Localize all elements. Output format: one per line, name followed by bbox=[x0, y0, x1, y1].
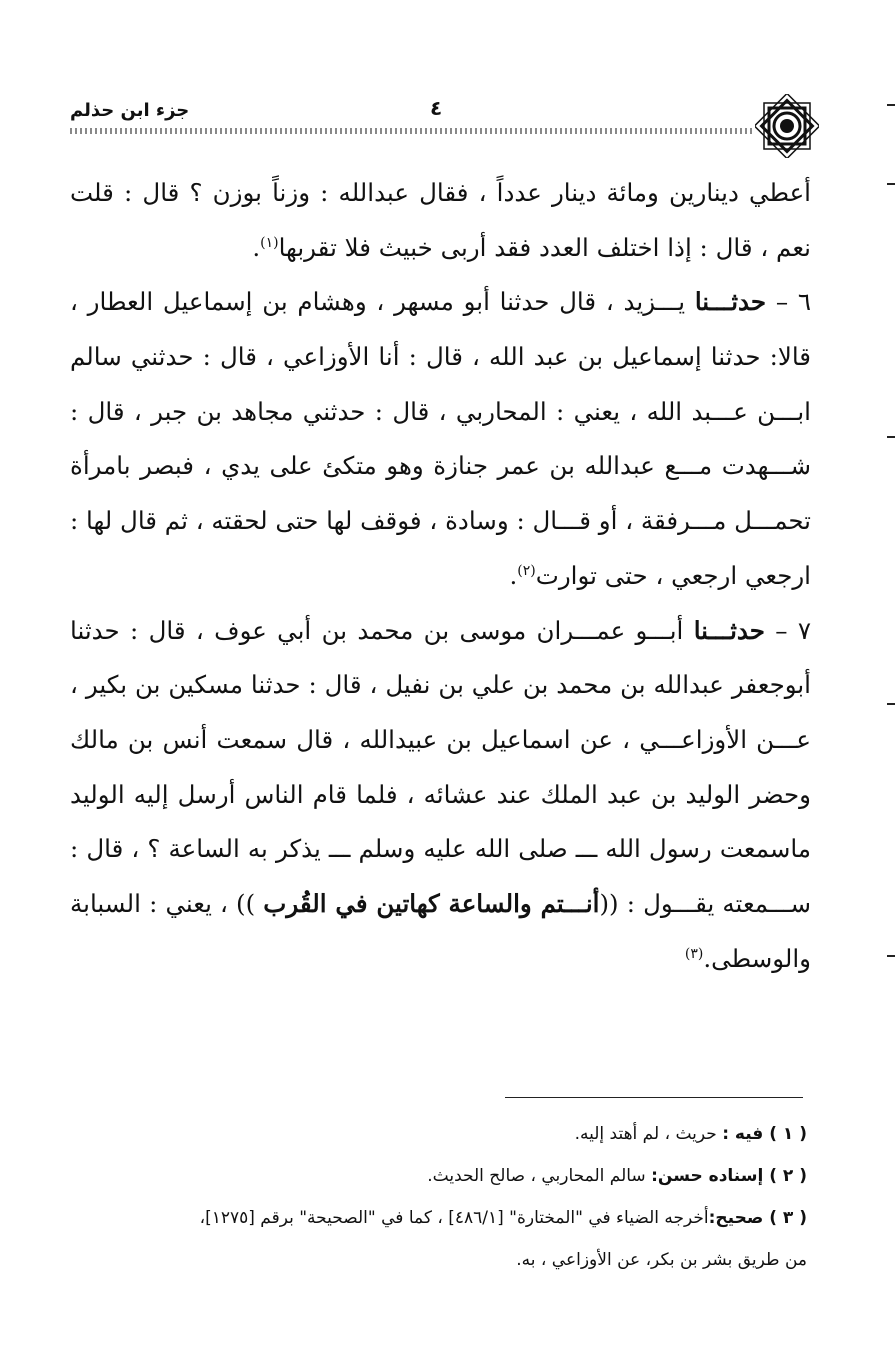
footnote-item bbox=[70, 1155, 807, 1197]
text-line bbox=[70, 549, 811, 604]
text-line bbox=[70, 822, 811, 877]
text-line bbox=[70, 768, 811, 823]
bold-phrase: حدثـــنا bbox=[694, 287, 767, 317]
text-segment: أبوجعفر عبدالله بن محمد بن علي بن نفيل ، قال : حدثنا مسكين بن بكير ، bbox=[70, 670, 811, 700]
eight-point-star-ornament-icon bbox=[755, 94, 819, 158]
edge-mark bbox=[887, 183, 895, 185]
bold-phrase: أنـــتم والساعة كهاتين في القُرب bbox=[263, 888, 600, 918]
footnote-text: أخرجه الضياء في "المختارة" [٤٨٦/١] ، كما في "الصحيحة" برقم [١٢٧٥]، bbox=[199, 1208, 709, 1228]
text-segment: ارجعي ارجعي ، حتى توارت bbox=[535, 560, 811, 590]
footnote-text: من طريق بشر بن بكر، عن الأوزاعي ، به. bbox=[516, 1250, 807, 1270]
text-segment: أبـــو عمـــران موسى بن محمد بن أبي عوف ، قال : حدثنا bbox=[70, 615, 694, 645]
text-segment: ٧ – bbox=[764, 615, 811, 645]
text-line bbox=[70, 713, 811, 768]
footnote-ref: (٢) bbox=[517, 562, 536, 579]
edge-mark bbox=[887, 436, 895, 438]
page-header bbox=[70, 88, 817, 148]
text-line bbox=[70, 275, 811, 330]
edge-mark bbox=[887, 955, 895, 957]
text-line bbox=[70, 166, 811, 221]
footnote-text: حريث ، لم أهتد إليه. bbox=[574, 1124, 723, 1144]
book-title: جزء ابن حذلم bbox=[70, 100, 190, 121]
footnote-item bbox=[70, 1239, 807, 1281]
text-line bbox=[70, 932, 811, 987]
text-line bbox=[70, 330, 811, 385]
text-line bbox=[70, 494, 811, 549]
footnote-ref: (٣) bbox=[684, 945, 704, 962]
footnote-label: ( ١ ) فيه : bbox=[722, 1124, 807, 1144]
text-segment: يـــزيد ، قال حدثنا أبو مسهر ، وهشام بن إسماعيل العطار ، bbox=[70, 287, 695, 317]
footnote-divider bbox=[505, 1097, 803, 1098]
text-segment: قالا: حدثنا إسماعيل بن عبد الله ، قال : أنا الأوزاعي ، قال : حدثني سالم bbox=[70, 342, 811, 372]
footnote-label: ( ٢ ) إسناده حسن: bbox=[651, 1166, 807, 1186]
edge-mark bbox=[887, 104, 895, 106]
header-divider bbox=[70, 128, 753, 134]
text-segment: شـــهدت مـــع عبدالله بن عمر جنازة وهو متكئ على يدي ، فبصر بامرأة bbox=[70, 451, 811, 481]
text-line bbox=[70, 385, 811, 440]
text-segment: والوسطى. bbox=[703, 943, 811, 973]
text-segment: . bbox=[509, 560, 518, 590]
footnote-text: سالم المحاربي ، صالح الحديث. bbox=[427, 1166, 652, 1186]
text-segment: ماسمعت رسول الله ـــ صلى الله عليه وسلم ـــ يذكر به الساعة ؟ ، قال : bbox=[70, 834, 811, 864]
text-segment: عـــن الأوزاعـــي ، عن اسماعيل بن عبيدالله ، قال سمعت أنس بن مالك bbox=[70, 724, 811, 754]
text-segment: ٦ – bbox=[766, 287, 811, 317]
main-text bbox=[70, 166, 811, 986]
text-line bbox=[70, 658, 811, 713]
text-line bbox=[70, 221, 811, 276]
text-segment: تحمـــل مـــرفقة ، أو قـــال : وسادة ، فوقف لها حتى لحقته ، ثم قال لها : bbox=[70, 506, 811, 536]
footnote-item bbox=[70, 1197, 807, 1239]
text-line bbox=[70, 877, 811, 932]
text-segment: ابـــن عـــبد الله ، يعني : المحاربي ، قال : حدثني مجاهد بن جبر ، قال : bbox=[70, 396, 811, 426]
text-line bbox=[70, 604, 811, 659]
text-line bbox=[70, 439, 811, 494]
text-segment: أعطي دينارين ومائة دينار عدداً ، فقال عبدالله : وزناً بوزن ؟ قال : قلت bbox=[70, 178, 811, 207]
edge-mark bbox=[887, 703, 895, 705]
text-segment: وحضر الوليد بن عبد الملك عند عشائه ، فلما قام الناس أرسل إليه الوليد bbox=[70, 779, 811, 809]
footnote-label: ( ٣ ) صحيح: bbox=[708, 1208, 807, 1228]
text-segment: ســـمعته يقـــول : (( bbox=[599, 888, 811, 918]
bold-phrase: حدثـــنا bbox=[693, 615, 765, 645]
page-number: ٤ bbox=[430, 96, 443, 120]
text-segment: . bbox=[252, 232, 261, 262]
text-segment: نعم ، قال : إذا اختلف العدد فقد أربى خبيث فلا تقربها bbox=[278, 232, 811, 262]
text-segment: )) ، يعني : السبابة bbox=[70, 888, 264, 918]
footnote-ref: (١) bbox=[260, 234, 279, 251]
footnotes bbox=[70, 1113, 807, 1281]
footnote-item bbox=[70, 1113, 807, 1155]
